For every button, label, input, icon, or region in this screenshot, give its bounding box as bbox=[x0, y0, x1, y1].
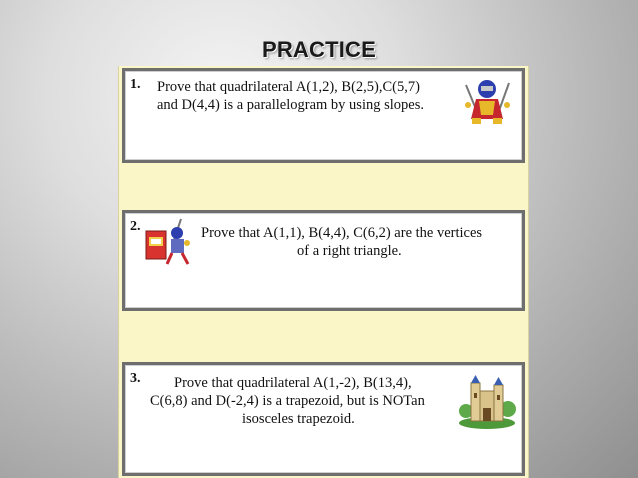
problem-text-line: Prove that A(1,1), B(4,4), C(6,2) are the vertices bbox=[201, 225, 483, 241]
problem-text-line: of a right triangle. bbox=[297, 243, 402, 259]
problem-text-line: Prove that quadrilateral A(1,-2), B(13,4), bbox=[174, 375, 412, 391]
knight-with-book-icon bbox=[143, 217, 193, 267]
problem-card-3 bbox=[122, 362, 525, 476]
problem-card-1 bbox=[122, 68, 525, 163]
problem-text-line: and D(4,4) is a parallelogram by using slopes. bbox=[157, 97, 424, 113]
problem-text-line: C(6,8) and D(-2,4) is a trapezoid, but is NOTan bbox=[150, 393, 425, 409]
problem-number: 3. bbox=[130, 371, 141, 386]
castle-icon bbox=[457, 375, 517, 429]
problem-text-line: isosceles trapezoid. bbox=[242, 411, 355, 427]
problem-text-line: Prove that quadrilateral A(1,2), B(2,5),C(5,7) bbox=[157, 79, 420, 95]
slide-title: PRACTICE bbox=[261, 37, 377, 62]
problem-card-2 bbox=[122, 210, 525, 311]
worksheet bbox=[118, 66, 529, 478]
problem-number: 1. bbox=[130, 77, 141, 92]
knight-with-swords-icon bbox=[460, 75, 515, 127]
problem-number: 2. bbox=[130, 219, 141, 234]
